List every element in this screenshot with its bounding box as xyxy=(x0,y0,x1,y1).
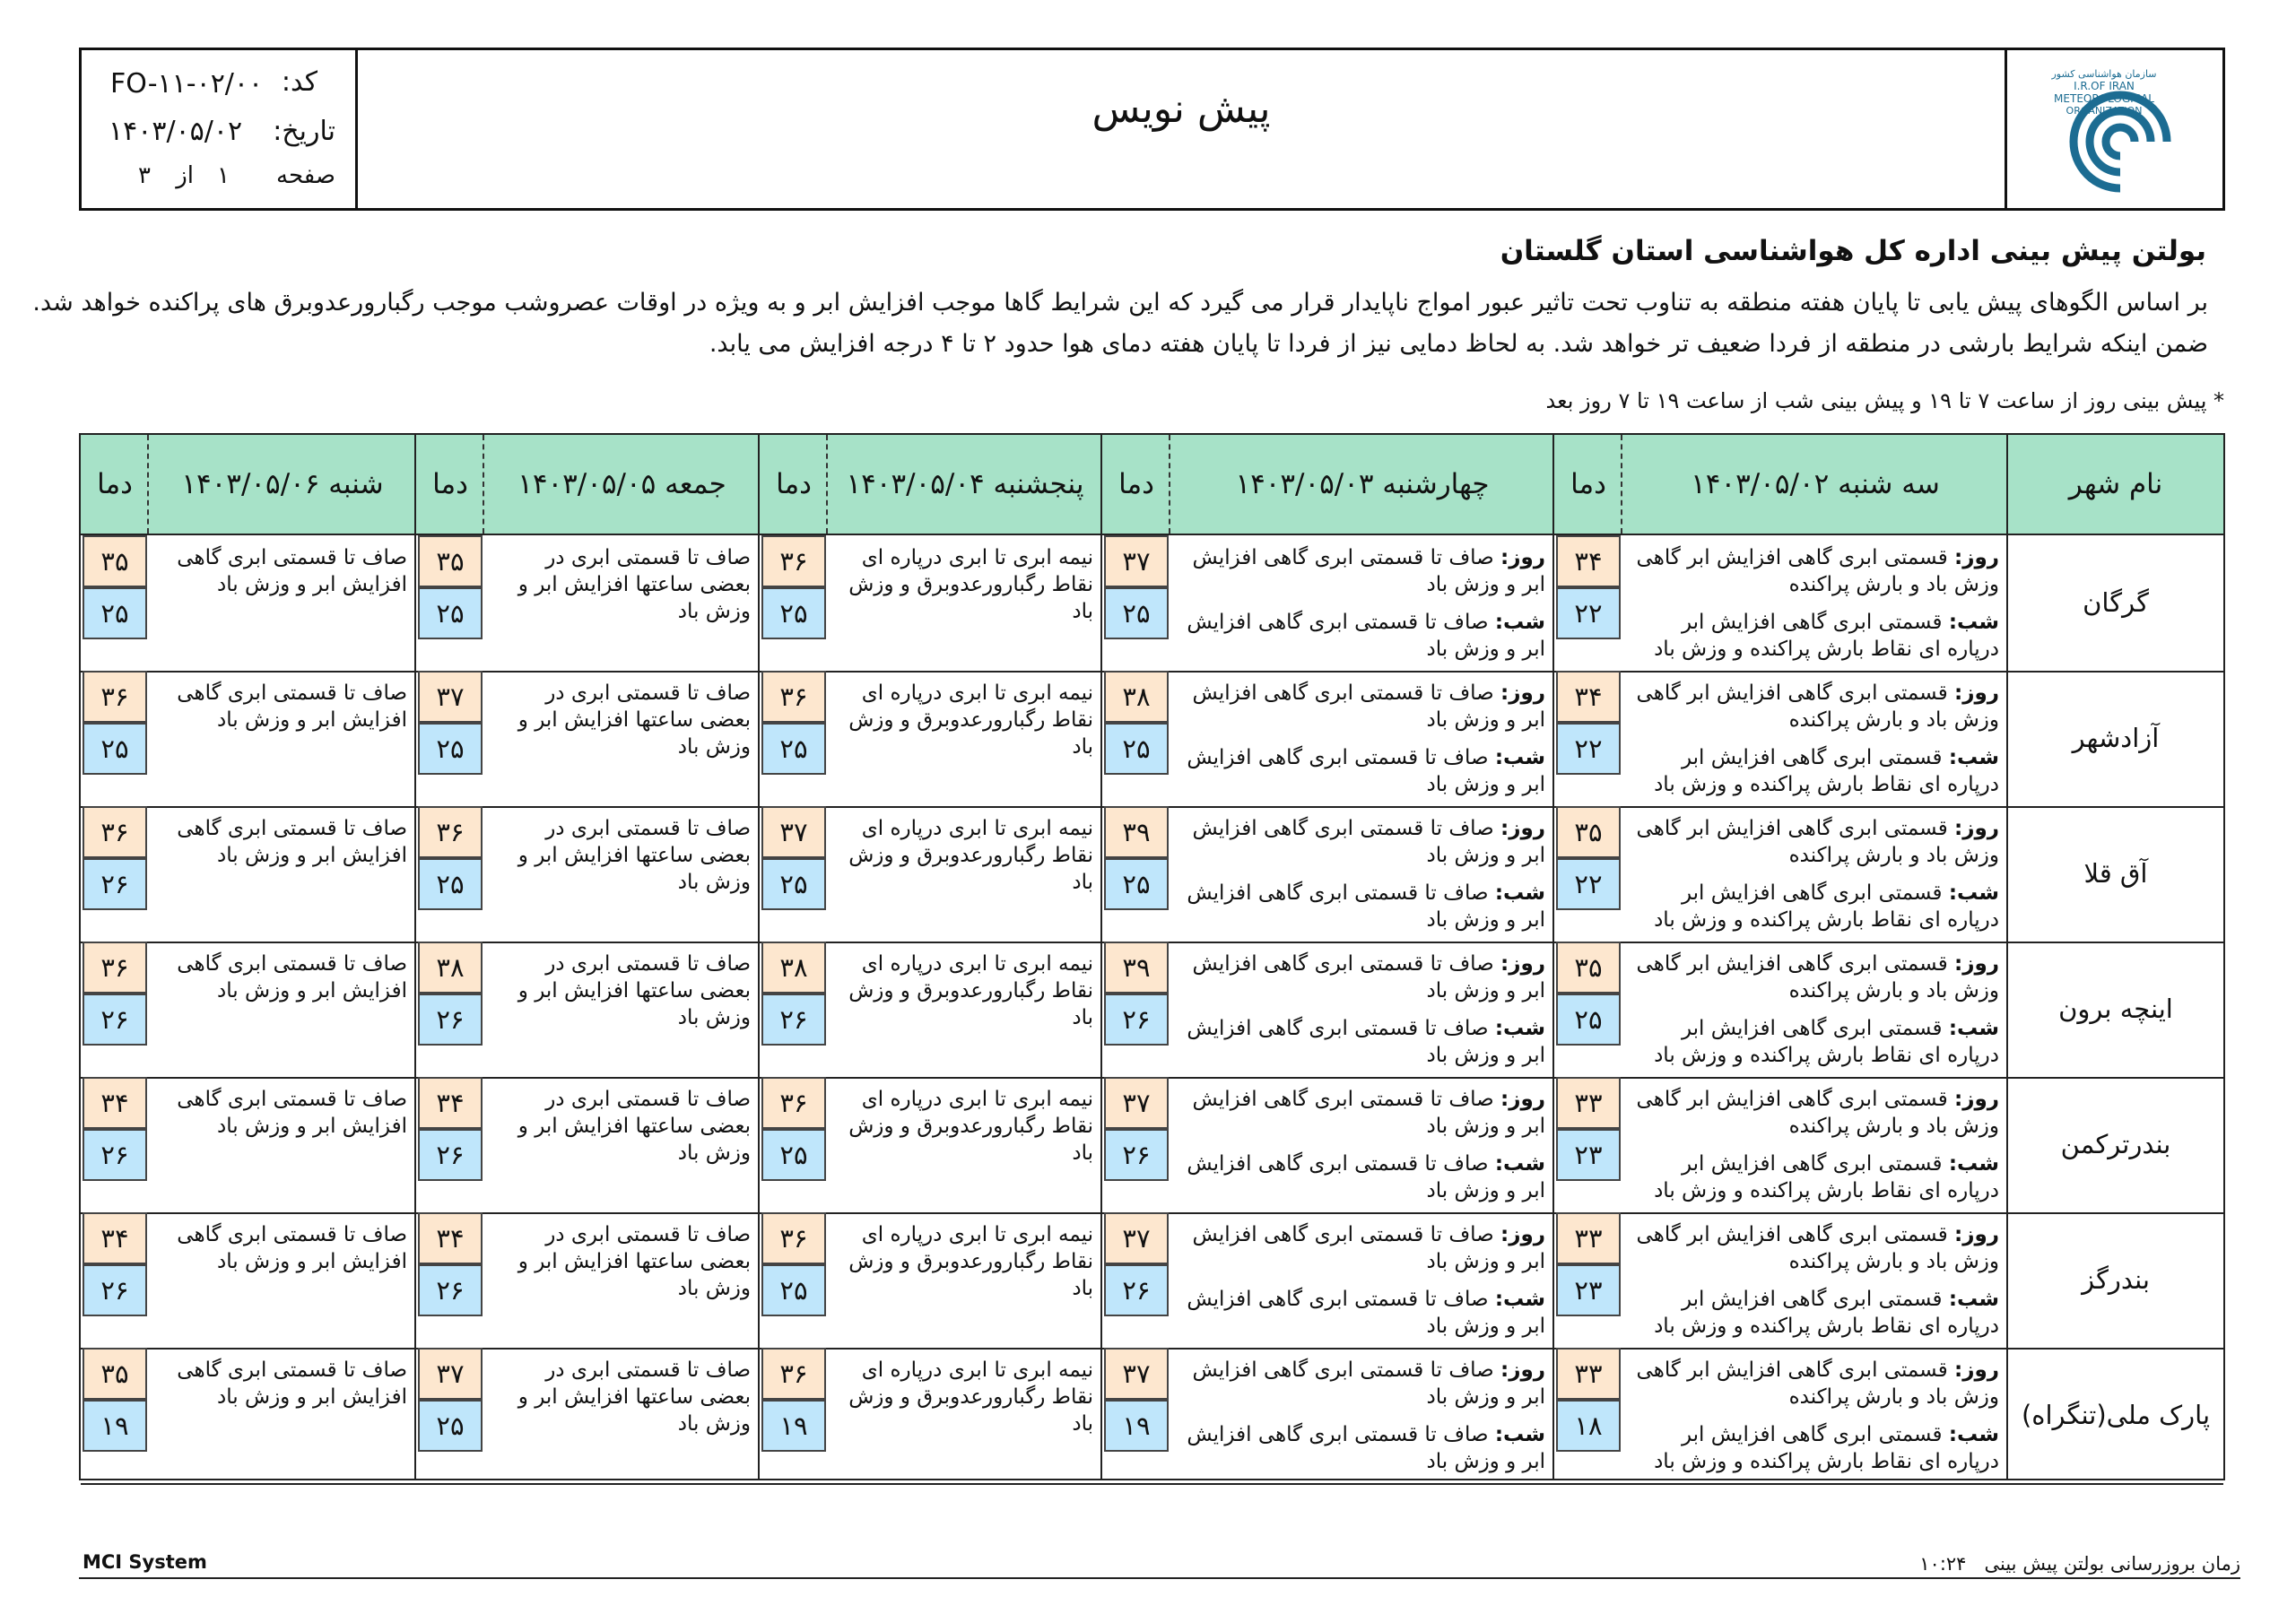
max-temp: ۳۶ xyxy=(418,806,483,858)
day4-forecast: صاف تا قسمتی ابری در بعضی ساعتها افزایش ابر و وزش باد xyxy=(517,546,751,623)
document-title: پیش نویس xyxy=(1091,86,1271,132)
min-temp: ۲۳ xyxy=(1556,1129,1621,1181)
forecast-text: صاف تا قسمتی ابری گاهی افزایش ابر و وزش باد xyxy=(1192,817,1545,867)
day-label: روز: xyxy=(1500,817,1545,840)
day2-day-forecast xyxy=(1179,815,1545,869)
city-name: اینچه برون xyxy=(2058,994,2173,1024)
footer-divider xyxy=(79,1577,2240,1579)
min-temp: ۱۹ xyxy=(83,1400,147,1452)
min-temp: ۲۵ xyxy=(83,587,147,639)
min-temp: ۲۲ xyxy=(1556,858,1621,910)
day1-night-forecast xyxy=(1631,1421,1999,1475)
max-temp: ۳۶ xyxy=(761,1348,826,1400)
logo-text-en1: I.R.OF IRAN xyxy=(2074,80,2135,92)
max-temp: ۳۳ xyxy=(1556,1077,1621,1129)
day3-forecast: نیمه ابری تا ابری درپاره ای نقاط رگبارورعدوبرق و وزش باد xyxy=(848,952,1093,1029)
table-row xyxy=(81,1212,2223,1350)
max-temp: ۳۹ xyxy=(1104,942,1169,994)
forecast-text: صاف تا قسمتی ابری گاهی افزایش ابر و وزش باد xyxy=(1192,952,1545,1002)
forecast-time-note: * پیش بینی روز از ساعت ۷ تا ۱۹ و پیش بینی شب از ساعت ۱۹ تا ۷ روز بعد xyxy=(1545,388,2224,413)
code-value: FO-۱۱-۰۲/۰۰ xyxy=(110,68,264,100)
table-row xyxy=(81,535,2223,673)
max-temp: ۳۳ xyxy=(1556,1212,1621,1264)
temp-header-2: دما xyxy=(1118,468,1154,500)
forecast-text: صاف تا قسمتی ابری گاهی افزایش ابر و وزش باد xyxy=(1187,1017,1545,1067)
day-label: روز: xyxy=(1954,546,1999,569)
day2-night-forecast xyxy=(1179,744,1545,798)
min-temp: ۲۵ xyxy=(761,1264,826,1316)
min-temp: ۲۵ xyxy=(761,587,826,639)
forecast-text: قسمتی ابری گاهی افزایش ابر گاهی وزش باد و بارش پراکنده xyxy=(1636,681,1999,732)
page-of-label: از xyxy=(176,162,194,189)
forecast-text: قسمتی ابری گاهی افزایش ابر گاهی وزش باد و بارش پراکنده xyxy=(1636,952,1999,1002)
night-label: شب: xyxy=(1948,746,1999,769)
forecast-text: قسمتی ابری گاهی افزایش ابر گاهی وزش باد و بارش پراکنده xyxy=(1636,546,1999,596)
day1-day-forecast xyxy=(1631,1221,1999,1275)
night-label: شب: xyxy=(1494,1423,1545,1446)
day-label: روز: xyxy=(1500,952,1545,976)
night-label: شب: xyxy=(1494,881,1545,905)
table-row xyxy=(81,1348,2223,1485)
day2-night-forecast xyxy=(1179,1015,1545,1069)
table-row xyxy=(81,806,2223,943)
code-label: کد: xyxy=(281,66,317,98)
min-temp: ۲۵ xyxy=(1104,723,1169,775)
forecast-text: قسمتی ابری گاهی افزایش ابر درپاره ای نقاط بارش پراکنده و وزش باد xyxy=(1654,881,1999,932)
day2-day-forecast xyxy=(1179,544,1545,598)
day-label: روز: xyxy=(1500,681,1545,705)
day5-forecast: صاف تا قسمتی ابری گاهی افزایش ابر و وزش باد xyxy=(177,1223,407,1273)
update-label: زمان بروزرسانی بولتن پیش بینی xyxy=(1984,1553,2240,1575)
table-row xyxy=(81,1077,2223,1214)
max-temp: ۳۵ xyxy=(83,1348,147,1400)
day4-forecast: صاف تا قسمتی ابری در بعضی ساعتها افزایش ابر و وزش باد xyxy=(517,1223,751,1300)
max-temp: ۳۵ xyxy=(83,535,147,587)
max-temp: ۳۹ xyxy=(1104,806,1169,858)
day3-forecast: نیمه ابری تا ابری درپاره ای نقاط رگبارورعدوبرق و وزش باد xyxy=(848,1223,1093,1300)
day1-night-forecast xyxy=(1631,744,1999,798)
night-label: شب: xyxy=(1948,1017,1999,1040)
document-header xyxy=(79,48,2225,211)
day2-night-forecast xyxy=(1179,1421,1545,1475)
city-name: آق قلا xyxy=(2083,858,2148,889)
min-temp: ۲۶ xyxy=(418,1264,483,1316)
day5-forecast: صاف تا قسمتی ابری گاهی افزایش ابر و وزش باد xyxy=(177,1088,407,1138)
min-temp: ۲۲ xyxy=(1556,587,1621,639)
forecast-text: قسمتی ابری گاهی افزایش ابر درپاره ای نقاط بارش پراکنده و وزش باد xyxy=(1654,1152,1999,1202)
temp-header-4: دما xyxy=(432,468,468,500)
city-column-header: نام شهر xyxy=(2068,468,2163,500)
day4-forecast: صاف تا قسمتی ابری در بعضی ساعتها افزایش ابر و وزش باد xyxy=(517,1358,751,1436)
max-temp: ۳۷ xyxy=(1104,1212,1169,1264)
min-temp: ۲۵ xyxy=(1104,858,1169,910)
max-temp: ۳۸ xyxy=(418,942,483,994)
day3-forecast: نیمه ابری تا ابری درپاره ای نقاط رگبارورعدوبرق و وزش باد xyxy=(848,1358,1093,1436)
forecast-text: قسمتی ابری گاهی افزایش ابر گاهی وزش باد و بارش پراکنده xyxy=(1636,1223,1999,1273)
night-label: شب: xyxy=(1948,611,1999,634)
night-label: شب: xyxy=(1494,746,1545,769)
min-temp: ۲۳ xyxy=(1556,1264,1621,1316)
max-temp: ۳۷ xyxy=(418,671,483,723)
forecast-text: صاف تا قسمتی ابری گاهی افزایش ابر و وزش باد xyxy=(1187,1288,1545,1338)
city-name: گرگان xyxy=(2083,587,2149,618)
min-temp: ۲۵ xyxy=(418,858,483,910)
day-label: روز: xyxy=(1500,1358,1545,1382)
city-name: آزادشهر xyxy=(2072,723,2160,753)
page-total: ۳ xyxy=(138,162,151,189)
max-temp: ۳۷ xyxy=(418,1348,483,1400)
day4-forecast: صاف تا قسمتی ابری در بعضی ساعتها افزایش ابر و وزش باد xyxy=(517,952,751,1029)
page-label: صفحه xyxy=(276,162,335,189)
max-temp: ۳۴ xyxy=(418,1077,483,1129)
min-temp: ۲۵ xyxy=(1104,587,1169,639)
max-temp: ۳۷ xyxy=(1104,1348,1169,1400)
night-label: شب: xyxy=(1494,1152,1545,1176)
forecast-text: صاف تا قسمتی ابری گاهی افزایش ابر و وزش باد xyxy=(1187,1423,1545,1473)
date-value: ۱۴۰۳/۰۵/۰۲ xyxy=(109,116,243,147)
max-temp: ۳۶ xyxy=(83,806,147,858)
max-temp: ۳۴ xyxy=(1556,535,1621,587)
date-label: تاریخ: xyxy=(273,116,335,147)
day1-night-forecast xyxy=(1631,1286,1999,1340)
day-label: روز: xyxy=(1500,1088,1545,1111)
day1-day-forecast xyxy=(1631,680,1999,733)
day-label: روز: xyxy=(1500,1223,1545,1246)
forecast-text: صاف تا قسمتی ابری گاهی افزایش ابر و وزش باد xyxy=(1192,546,1545,596)
logo-text-en2: METEOROLOGICAL xyxy=(2054,92,2154,105)
day2-night-forecast xyxy=(1179,880,1545,933)
min-temp: ۲۶ xyxy=(761,994,826,1046)
day-label: روز: xyxy=(1954,952,1999,976)
meteorological-organization-logo-icon xyxy=(2031,63,2192,197)
night-label: شب: xyxy=(1494,1017,1545,1040)
bulletin-paragraph-2: ضمن اینکه شرایط بارشی در منطقه از فردا ضعیف تر خواهد شد. به لحاظ دمایی نیز از فردا تا پایان هفته دمای هوا حدود ۲ تا ۴ درجه افزایش می یابد. xyxy=(709,330,2208,358)
forecast-text: قسمتی ابری گاهی افزایش ابر درپاره ای نقاط بارش پراکنده و وزش باد xyxy=(1654,746,1999,796)
max-temp: ۳۶ xyxy=(83,942,147,994)
forecast-text: صاف تا قسمتی ابری گاهی افزایش ابر و وزش باد xyxy=(1187,881,1545,932)
temp-header-5: دما xyxy=(97,468,133,500)
day1-night-forecast xyxy=(1631,1150,1999,1204)
day3-forecast: نیمه ابری تا ابری درپاره ای نقاط رگبارورعدوبرق و وزش باد xyxy=(848,1088,1093,1165)
min-temp: ۲۶ xyxy=(1104,1264,1169,1316)
day4-forecast: صاف تا قسمتی ابری در بعضی ساعتها افزایش ابر و وزش باد xyxy=(517,1088,751,1165)
forecast-text: صاف تا قسمتی ابری گاهی افزایش ابر و وزش باد xyxy=(1187,611,1545,661)
day5-forecast: صاف تا قسمتی ابری گاهی افزایش ابر و وزش باد xyxy=(177,546,407,596)
max-temp: ۳۵ xyxy=(418,535,483,587)
min-temp: ۲۶ xyxy=(1104,994,1169,1046)
forecast-text: قسمتی ابری گاهی افزایش ابر درپاره ای نقاط بارش پراکنده و وزش باد xyxy=(1654,611,1999,661)
min-temp: ۲۶ xyxy=(418,994,483,1046)
max-temp: ۳۳ xyxy=(1556,1348,1621,1400)
day-label: روز: xyxy=(1954,1088,1999,1111)
update-time: ۱۰:۲۴ xyxy=(1919,1553,1967,1575)
min-temp: ۲۵ xyxy=(761,1129,826,1181)
max-temp: ۳۵ xyxy=(1556,942,1621,994)
forecast-text: قسمتی ابری گاهی افزایش ابر گاهی وزش باد و بارش پراکنده xyxy=(1636,1358,1999,1409)
day4-forecast: صاف تا قسمتی ابری در بعضی ساعتها افزایش ابر و وزش باد xyxy=(517,681,751,759)
min-temp: ۱۸ xyxy=(1556,1400,1621,1452)
document-meta xyxy=(82,50,358,208)
day4-forecast: صاف تا قسمتی ابری در بعضی ساعتها افزایش ابر و وزش باد xyxy=(517,817,751,894)
max-temp: ۳۴ xyxy=(418,1212,483,1264)
max-temp: ۳۷ xyxy=(761,806,826,858)
forecast-text: صاف تا قسمتی ابری گاهی افزایش ابر و وزش باد xyxy=(1192,1358,1545,1409)
forecast-text: صاف تا قسمتی ابری گاهی افزایش ابر و وزش باد xyxy=(1192,1088,1545,1138)
max-temp: ۳۶ xyxy=(761,1212,826,1264)
temp-header-3: دما xyxy=(776,468,812,500)
table-row xyxy=(81,671,2223,808)
min-temp: ۲۶ xyxy=(83,1129,147,1181)
night-label: شب: xyxy=(1948,881,1999,905)
bulletin-paragraph-1: بر اساس الگوهای پیش یابی تا پایان هفته منطقه به تناوب تحت تاثیر عبور امواج ناپایدار قرار می گیرد که این شرایط گاها موجب افزایش ابر و به ویژه در اوقات عصروشب موجب رگبارورعدوبرق های پراکنده خواهد شد. xyxy=(32,289,2208,317)
max-temp: ۳۶ xyxy=(83,671,147,723)
min-temp: ۲۶ xyxy=(83,994,147,1046)
update-time-info xyxy=(1919,1553,2240,1575)
page-number: ۱ xyxy=(217,162,230,189)
city-name: بندرترکمن xyxy=(2060,1129,2171,1159)
min-temp: ۲۶ xyxy=(1104,1129,1169,1181)
day2-day-forecast xyxy=(1179,1357,1545,1410)
forecast-text: صاف تا قسمتی ابری گاهی افزایش ابر و وزش باد xyxy=(1187,1152,1545,1202)
forecast-text: قسمتی ابری گاهی افزایش ابر درپاره ای نقاط بارش پراکنده و وزش باد xyxy=(1654,1288,1999,1338)
day1-day-forecast xyxy=(1631,950,1999,1004)
min-temp: ۲۶ xyxy=(83,1264,147,1316)
day-label: روز: xyxy=(1954,1223,1999,1246)
bulletin-title: بولتن پیش بینی اداره کل هواشناسی استان گلستان xyxy=(1500,235,2206,267)
day1-night-forecast xyxy=(1631,880,1999,933)
forecast-table xyxy=(79,433,2225,1480)
day2-day-forecast xyxy=(1179,680,1545,733)
day-label: روز: xyxy=(1954,681,1999,705)
forecast-text: صاف تا قسمتی ابری گاهی افزایش ابر و وزش باد xyxy=(1187,746,1545,796)
max-temp: ۳۴ xyxy=(83,1212,147,1264)
day-header-5: شنبه ۱۴۰۳/۰۵/۰۶ xyxy=(181,468,384,500)
min-temp: ۲۲ xyxy=(1556,723,1621,775)
day-label: روز: xyxy=(1954,1358,1999,1382)
min-temp: ۲۵ xyxy=(418,1400,483,1452)
table-row xyxy=(81,942,2223,1079)
min-temp: ۲۶ xyxy=(83,858,147,910)
day5-forecast: صاف تا قسمتی ابری گاهی افزایش ابر و وزش باد xyxy=(177,817,407,867)
forecast-text: قسمتی ابری گاهی افزایش ابر درپاره ای نقاط بارش پراکنده و وزش باد xyxy=(1654,1017,1999,1067)
max-temp: ۳۷ xyxy=(1104,1077,1169,1129)
day3-forecast: نیمه ابری تا ابری درپاره ای نقاط رگبارورعدوبرق و وزش باد xyxy=(848,817,1093,894)
max-temp: ۳۶ xyxy=(761,671,826,723)
min-temp: ۲۵ xyxy=(761,723,826,775)
day1-day-forecast xyxy=(1631,1357,1999,1410)
max-temp: ۳۶ xyxy=(761,1077,826,1129)
night-label: شب: xyxy=(1494,1288,1545,1311)
night-label: شب: xyxy=(1948,1152,1999,1176)
day5-forecast: صاف تا قسمتی ابری گاهی افزایش ابر و وزش باد xyxy=(177,681,407,732)
day2-day-forecast xyxy=(1179,1086,1545,1140)
day5-forecast: صاف تا قسمتی ابری گاهی افزایش ابر و وزش باد xyxy=(177,952,407,1002)
day2-night-forecast xyxy=(1179,609,1545,663)
min-temp: ۱۹ xyxy=(1104,1400,1169,1452)
min-temp: ۱۹ xyxy=(761,1400,826,1452)
day5-forecast: صاف تا قسمتی ابری گاهی افزایش ابر و وزش باد xyxy=(177,1358,407,1409)
day-header-2: چهارشنبه ۱۴۰۳/۰۵/۰۳ xyxy=(1235,468,1490,500)
day1-night-forecast xyxy=(1631,1015,1999,1069)
city-name: بندرگز xyxy=(2082,1264,2150,1295)
day1-day-forecast xyxy=(1631,544,1999,598)
day1-day-forecast xyxy=(1631,815,1999,869)
day2-night-forecast xyxy=(1179,1286,1545,1340)
forecast-text: صاف تا قسمتی ابری گاهی افزایش ابر و وزش باد xyxy=(1192,1223,1545,1273)
forecast-text: قسمتی ابری گاهی افزایش ابر گاهی وزش باد و بارش پراکنده xyxy=(1636,1088,1999,1138)
max-temp: ۳۵ xyxy=(1556,806,1621,858)
day2-day-forecast xyxy=(1179,1221,1545,1275)
day1-day-forecast xyxy=(1631,1086,1999,1140)
min-temp: ۲۵ xyxy=(761,858,826,910)
day3-forecast: نیمه ابری تا ابری درپاره ای نقاط رگبارورعدوبرق و وزش باد xyxy=(848,681,1093,759)
logo-cell xyxy=(2005,50,2222,208)
max-temp: ۳۴ xyxy=(1556,671,1621,723)
day-label: روز: xyxy=(1954,817,1999,840)
min-temp: ۲۵ xyxy=(418,723,483,775)
max-temp: ۳۶ xyxy=(761,535,826,587)
forecast-text: قسمتی ابری گاهی افزایش ابر درپاره ای نقاط بارش پراکنده و وزش باد xyxy=(1654,1423,1999,1473)
max-temp: ۳۸ xyxy=(761,942,826,994)
day-label: روز: xyxy=(1500,546,1545,569)
night-label: شب: xyxy=(1948,1423,1999,1446)
night-label: شب: xyxy=(1948,1288,1999,1311)
min-temp: ۲۶ xyxy=(418,1129,483,1181)
forecast-text: قسمتی ابری گاهی افزایش ابر گاهی وزش باد و بارش پراکنده xyxy=(1636,817,1999,867)
night-label: شب: xyxy=(1494,611,1545,634)
max-temp: ۳۸ xyxy=(1104,671,1169,723)
day-header-3: پنجشنبه ۱۴۰۳/۰۵/۰۴ xyxy=(846,468,1084,500)
day2-night-forecast xyxy=(1179,1150,1545,1204)
max-temp: ۳۷ xyxy=(1104,535,1169,587)
system-name: MCI System xyxy=(83,1551,207,1573)
max-temp: ۳۴ xyxy=(83,1077,147,1129)
day-header-1: سه شنبه ۱۴۰۳/۰۵/۰۲ xyxy=(1691,468,1940,500)
logo-text-fa: سازمان هواشناسی کشور xyxy=(2051,68,2157,80)
day1-night-forecast xyxy=(1631,609,1999,663)
logo-text-en3: ORGANIZATION xyxy=(2066,105,2143,117)
day3-forecast: نیمه ابری تا ابری درپاره ای نقاط رگبارورعدوبرق و وزش باد xyxy=(848,546,1093,623)
min-temp: ۲۵ xyxy=(418,587,483,639)
day-header-4: جمعه ۱۴۰۳/۰۵/۰۵ xyxy=(517,468,726,500)
min-temp: ۲۵ xyxy=(83,723,147,775)
temp-header-1: دما xyxy=(1570,468,1606,500)
day2-day-forecast xyxy=(1179,950,1545,1004)
table-header-row xyxy=(81,435,2223,535)
min-temp: ۲۵ xyxy=(1556,994,1621,1046)
city-name: پارک ملی(تنگراه) xyxy=(2021,1400,2211,1430)
forecast-text: صاف تا قسمتی ابری گاهی افزایش ابر و وزش باد xyxy=(1192,681,1545,732)
